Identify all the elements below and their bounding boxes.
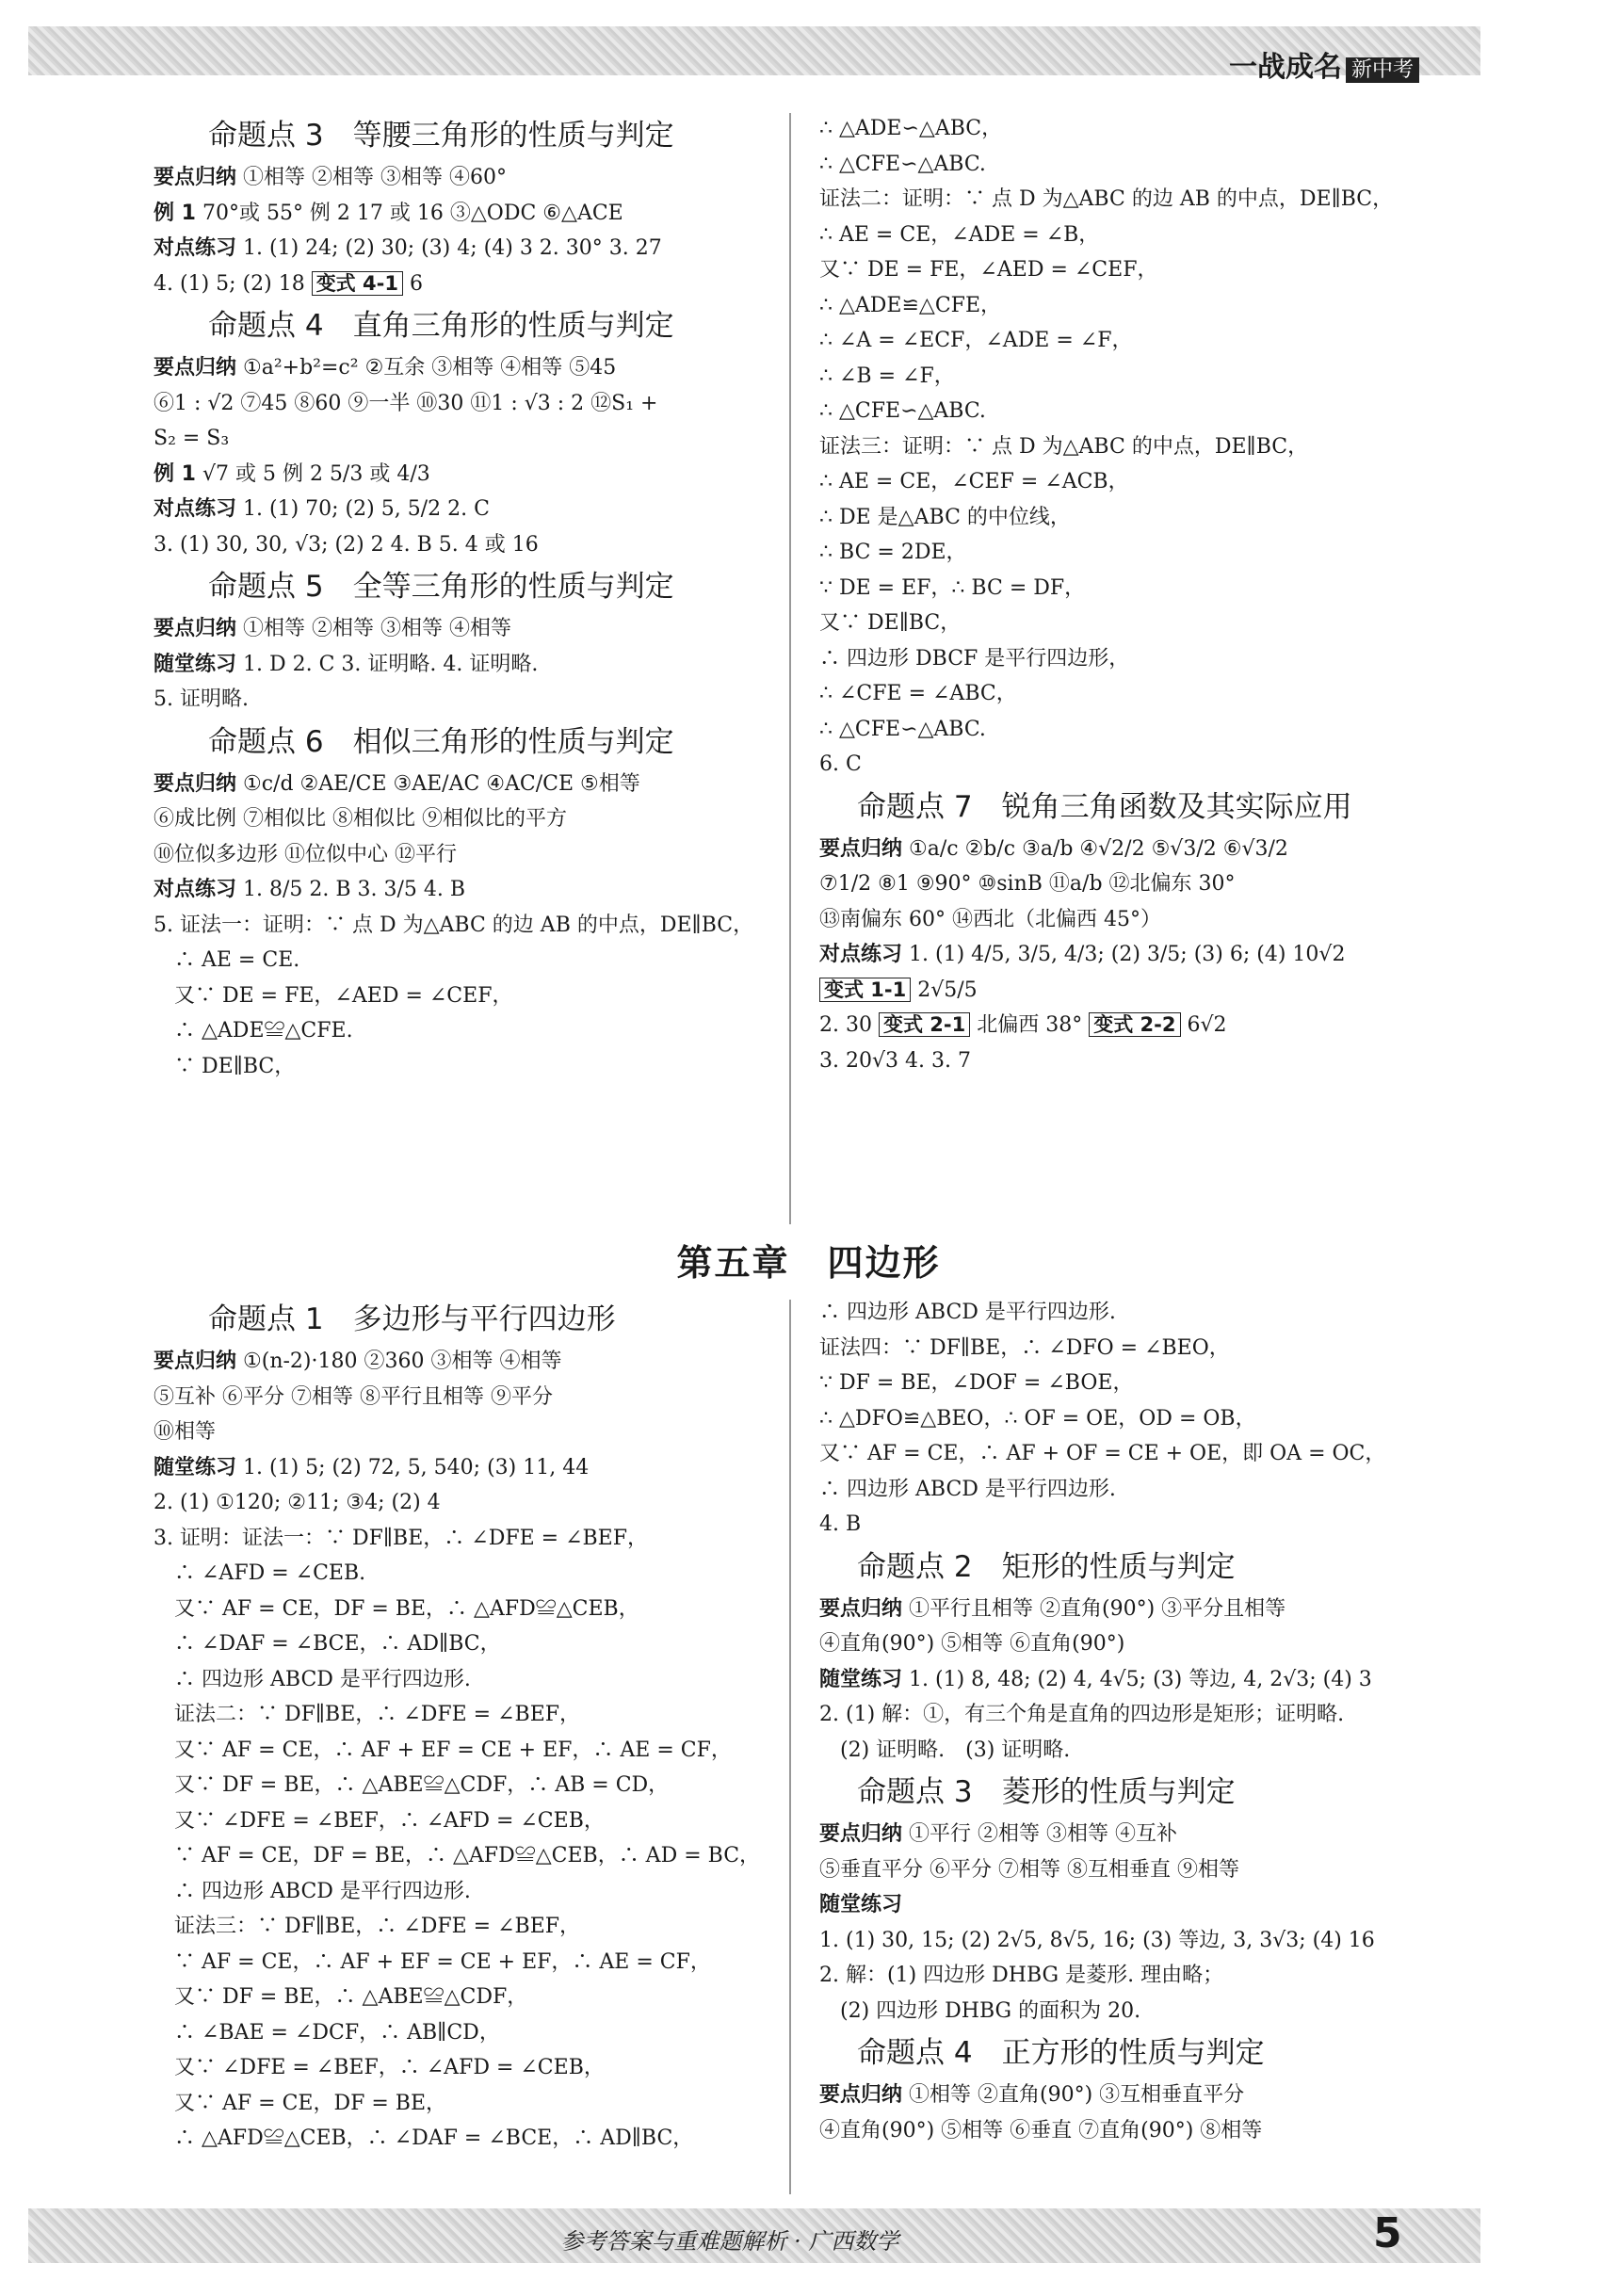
text: ∴ BC = 2DE， — [819, 541, 967, 564]
text: 6 — [402, 271, 423, 296]
variant-tag: 变式 1-1 — [819, 978, 911, 1002]
text: 证法四：∵ DF∥BE，∴ ∠DFO = ∠BEO， — [819, 1335, 1230, 1360]
answer-line — [154, 231, 775, 267]
label: 要点归纳 — [154, 617, 237, 640]
footer-text: 参考答案与重难题解析 · 广西数学 — [560, 2228, 899, 2255]
text: ④直角(90°) ⑤相等 ⑥垂直 ⑦直角(90°) ⑧相等 — [819, 2118, 1263, 2142]
page-number: 5 — [1373, 2209, 1402, 2257]
answer-line — [154, 1450, 775, 1486]
text: 1. (1) 4/5, 3/5, 4/3; (2) 3/5; (3) 6; (4) 10√2 — [902, 943, 1346, 966]
answer-line — [819, 2078, 1497, 2113]
answer-line — [819, 973, 1497, 1009]
answer-line — [819, 747, 1497, 783]
text: 1. (1) 5; (2) 72, 5, 540; (3) 11, 44 — [236, 1455, 590, 1479]
answer-line — [819, 1697, 1497, 1733]
answer-line — [819, 1626, 1497, 1662]
answer-line — [819, 866, 1497, 902]
section-heading: 命题点 4 正方形的性质与判定 — [857, 2036, 1265, 2070]
answer-line — [154, 160, 775, 196]
answer-line — [154, 492, 775, 527]
text: 1. (1) 24; (2) 30; (3) 4; (4) 3 2. 30° 3. 27 — [236, 236, 662, 260]
label: 对点练习 — [154, 878, 237, 901]
text: ∴ AE = CE. — [154, 948, 300, 972]
text: ①(n-2)·180 ②360 ③相等 ④相等 — [236, 1350, 562, 1373]
text: ⑩相等 — [154, 1420, 217, 1444]
text: ∴ 四边形 ABCD 是平行四边形. — [154, 1879, 471, 1903]
text: S₂ = S₃ — [154, 427, 230, 450]
answer-line — [819, 1472, 1497, 1508]
text: 2√5/5 — [911, 978, 978, 1002]
answer-line — [154, 1768, 775, 1803]
label: 要点归纳 — [819, 2083, 903, 2107]
answer-line — [819, 641, 1497, 677]
answer-line — [154, 1485, 775, 1521]
text: ∴ △ADE∽△ABC， — [819, 117, 1003, 140]
label: 要点归纳 — [154, 771, 237, 796]
answer-line — [819, 1662, 1497, 1698]
answer-line — [154, 908, 775, 944]
text: ∵ DE = EF，∴ BC = DF， — [819, 575, 1086, 600]
text: 6√2 — [1180, 1013, 1227, 1037]
text: ∴ ∠AFD = ∠CEB. — [154, 1561, 366, 1585]
text: ∴ △ADE≌△CFE， — [819, 293, 1002, 317]
text: ∴ ∠A = ∠ECF，∠ADE = ∠F， — [819, 329, 1133, 352]
answer-line — [819, 394, 1497, 429]
answer-line — [154, 801, 775, 837]
section-heading: 命题点 1 多边形与平行四边形 — [208, 1302, 616, 1336]
text: ⑥成比例 ⑦相似比 ⑧相似比 ⑨相似比的平方 — [154, 807, 567, 831]
answer-line — [154, 1980, 775, 2015]
section-heading: 命题点 2 矩形的性质与判定 — [857, 1549, 1236, 1584]
text: ①平行 ②相等 ③相等 ④互补 — [902, 1822, 1177, 1846]
text: ∴ 四边形 ABCD 是平行四边形. — [154, 1667, 471, 1691]
answer-line — [819, 288, 1497, 324]
label: 随堂练习 — [154, 652, 237, 676]
answer-line — [154, 1049, 775, 1085]
text: 北偏西 38° — [970, 1013, 1090, 1037]
answer-line — [154, 1838, 775, 1874]
text: ∴ 四边形 DBCF 是平行四边形， — [819, 646, 1130, 671]
section-heading: 命题点 7 锐角三角函数及其实际应用 — [857, 789, 1352, 824]
answer-line — [819, 1401, 1497, 1437]
section-heading: 命题点 3 等腰三角形的性质与判定 — [208, 119, 674, 153]
answer-line — [154, 196, 775, 232]
section-heading: 命题点 3 菱形的性质与判定 — [857, 1775, 1236, 1809]
answer-line — [819, 712, 1497, 748]
text: 证法三：∵ DF∥BE，∴ ∠DFE = ∠BEF， — [154, 1915, 581, 1938]
answer-line — [819, 832, 1497, 867]
text: 又∵ DE = FE，∠AED = ∠CEF， — [154, 983, 513, 1008]
text: 3. 证明：证法一：∵ DF∥BE，∴ ∠DFE = ∠BEF， — [154, 1526, 649, 1550]
answer-line — [819, 1923, 1497, 1959]
answer-line — [154, 1521, 775, 1557]
variant-tag: 变式 2-2 — [1089, 1012, 1180, 1037]
text: ∴ ∠DAF = ∠BCE，∴ AD∥BC， — [154, 1632, 501, 1656]
top-right-column — [819, 111, 1497, 1078]
answer-line — [819, 1592, 1497, 1627]
answer-line — [154, 1733, 775, 1769]
text: 3. 20√3 4. 3. 7 — [819, 1048, 971, 1073]
answer-line — [819, 1295, 1497, 1331]
answer-line — [819, 464, 1497, 500]
text: ⑬南偏东 60° ⑭西北（北偏西 45°） — [819, 907, 1161, 931]
answer-line — [819, 147, 1497, 183]
text: ∵ DF = BE，∠DOF = ∠BOE， — [819, 1371, 1134, 1395]
label: 要点归纳 — [819, 1822, 903, 1846]
answer-line — [819, 1043, 1497, 1079]
text: ⑤互补 ⑥平分 ⑦相等 ⑧平行且相等 ⑨平分 — [154, 1384, 553, 1409]
text: ∴ 四边形 ABCD 是平行四边形. — [819, 1477, 1116, 1501]
text: ⑤垂直平分 ⑥平分 ⑦相等 ⑧互相垂直 ⑨相等 — [819, 1857, 1239, 1882]
answer-line — [819, 1436, 1497, 1472]
text: ∴ ∠CFE = ∠ABC， — [819, 682, 1017, 705]
answer-line — [154, 1945, 775, 1981]
answer-line — [819, 500, 1497, 536]
text: ∴ △ADE≌△CFE. — [154, 1019, 353, 1043]
answer-line — [154, 1344, 775, 1380]
answer-line — [154, 978, 775, 1014]
answer-line — [819, 1008, 1497, 1043]
section-heading: 命题点 4 直角三角形的性质与判定 — [208, 309, 674, 343]
label: 要点归纳 — [154, 356, 237, 380]
answer-line — [819, 1733, 1497, 1769]
text: 又∵ AF = CE，DF = BE，∴ △AFD≌△CEB， — [154, 1596, 639, 1621]
answer-line — [819, 1994, 1497, 2029]
answer-line — [154, 1013, 775, 1049]
text: ①a/c ②b/c ③a/b ④√2/2 ⑤√3/2 ⑥√3/2 — [902, 836, 1288, 861]
label: 要点归纳 — [154, 166, 237, 189]
answer-line — [154, 682, 775, 718]
answer-line — [819, 937, 1497, 973]
text: ∴ AE = CE，∠ADE = ∠B， — [819, 222, 1100, 247]
answer-line — [154, 457, 775, 493]
answer-line — [819, 571, 1497, 606]
text: ⑥1 : √2 ⑦45 ⑧60 ⑨一半 ⑩30 ⑪1 : √3 : 2 ⑫S₁ + — [154, 391, 658, 415]
text: ⑩位似多边形 ⑪位似中心 ⑫平行 — [154, 842, 457, 866]
answer-line — [154, 527, 775, 563]
text: 4. (1) 5; (2) 18 — [154, 271, 312, 296]
answer-line — [154, 1592, 775, 1627]
answer-line — [819, 606, 1497, 641]
answer-line — [154, 872, 775, 908]
text: 证法三：证明：∵ 点 D 为△ABC 的中点，DE∥BC， — [819, 434, 1309, 459]
text: 1. (1) 30, 15; (2) 2√5, 8√5, 16; (3) 等边, 3, 3√3; (4) 16 — [819, 1928, 1375, 1952]
label: 对点练习 — [819, 943, 903, 966]
answer-line — [154, 943, 775, 978]
text: 又∵ DE∥BC， — [819, 611, 962, 635]
text: 5. 证法一：证明：∵ 点 D 为△ABC 的边 AB 的中点，DE∥BC， — [154, 913, 754, 937]
bottom-left-column — [154, 1295, 775, 2157]
answer-line — [819, 1852, 1497, 1888]
answer-line — [819, 1507, 1497, 1543]
answer-line — [154, 611, 775, 647]
text: ①a²+b²=c² ②互余 ③相等 ④相等 ⑤45 — [236, 356, 617, 380]
brand-logo — [1229, 43, 1419, 85]
text: 又∵ DF = BE，∴ △ABE≌△CDF，∴ AB = CD， — [154, 1773, 670, 1797]
answer-line — [154, 2050, 775, 2086]
answer-line — [154, 386, 775, 422]
bottom-right-column — [819, 1295, 1497, 2148]
text: 70°或 55° 例 2 17 或 16 ③△ODC ⑥△ACE — [195, 201, 623, 225]
variant-tag: 变式 4-1 — [312, 271, 403, 296]
text: 5. 证明略. — [154, 687, 249, 711]
answer-line — [819, 535, 1497, 571]
text: 又∵ AF = CE，∴ AF + EF = CE + EF，∴ AE = CF， — [154, 1738, 732, 1762]
answer-line — [154, 1662, 775, 1698]
label: 随堂练习 — [819, 1893, 903, 1916]
text: ∴ △AFD≌△CEB，∴ ∠DAF = ∠BCE，∴ AD∥BC， — [154, 2126, 694, 2150]
label: 随堂练习 — [154, 1455, 237, 1479]
text: 6. C — [819, 752, 862, 776]
text: 2. (1) ①120; ②11; ③4; (2) 4 — [154, 1491, 441, 1514]
text: 证法二：∵ DF∥BE，∴ ∠DFE = ∠BEF， — [154, 1703, 581, 1726]
text: ∴ △DFO≌△BEO，∴ OF = OE，OD = OB， — [819, 1406, 1256, 1431]
text: ①平行且相等 ②直角(90°) ③平分且相等 — [902, 1596, 1286, 1621]
section-heading: 命题点 5 全等三角形的性质与判定 — [208, 570, 674, 604]
answer-line — [819, 676, 1497, 712]
answer-line — [819, 323, 1497, 359]
text: 2. 解：(1) 四边形 DHBG 是菱形. 理由略； — [819, 1964, 1224, 1987]
text: 2. 30 — [819, 1013, 879, 1037]
text: ∴ ∠B = ∠F， — [819, 364, 955, 388]
text: ①相等 ②相等 ③相等 ④相等 — [236, 617, 511, 640]
answer-line — [154, 767, 775, 802]
answer-line — [819, 2113, 1497, 2149]
answer-line — [819, 1331, 1497, 1366]
text: 2. (1) 解：①，有三个角是直角的四边形是矩形；证明略. — [819, 1703, 1345, 1726]
answer-line — [819, 1366, 1497, 1401]
text: ∵ AF = CE，∴ AF + EF = CE + EF，∴ AE = CF， — [154, 1949, 711, 1974]
text: 1. (1) 70; (2) 5, 5/2 2. C — [236, 497, 490, 521]
answer-line — [819, 429, 1497, 465]
answer-line — [154, 2086, 775, 2122]
brand-name: 一战成名 — [1229, 51, 1342, 84]
answer-line — [154, 1803, 775, 1839]
answer-line — [154, 1874, 775, 1910]
answer-line — [154, 1626, 775, 1662]
answer-line — [819, 1887, 1497, 1923]
answer-line — [154, 1380, 775, 1415]
label: 要点归纳 — [819, 1596, 903, 1621]
text: (2) 四边形 DHBG 的面积为 20. — [819, 1998, 1141, 2023]
answer-line — [819, 252, 1497, 288]
answer-line — [819, 218, 1497, 253]
answer-line — [154, 837, 775, 873]
answer-line — [819, 359, 1497, 395]
answer-line — [819, 902, 1497, 938]
chapter-title: 第五章 四边形 — [676, 1242, 941, 1284]
answer-line — [154, 350, 775, 386]
text: ④直角(90°) ⑤相等 ⑥直角(90°) — [819, 1632, 1125, 1656]
label: 对点练习 — [154, 236, 237, 260]
answer-line — [154, 647, 775, 683]
label: 例 1 — [154, 461, 196, 486]
label: 对点练习 — [154, 497, 237, 521]
label: 要点归纳 — [819, 836, 903, 861]
text: 又∵ DE = FE，∠AED = ∠CEF， — [819, 258, 1158, 282]
text: 又∵ ∠DFE = ∠BEF，∴ ∠AFD = ∠CEB， — [154, 2056, 605, 2079]
text: 3. (1) 30, 30, √3; (2) 2 4. B 5. 4 或 16 — [154, 532, 539, 557]
text: ∵ DE∥BC， — [154, 1054, 296, 1078]
answer-line — [154, 1556, 775, 1592]
text: 1. D 2. C 3. 证明略. 4. 证明略. — [236, 652, 539, 676]
answer-line — [819, 182, 1497, 218]
brand-tag: 新中考 — [1346, 57, 1419, 83]
answer-line — [819, 1958, 1497, 1994]
column-divider-bottom — [789, 1300, 791, 2194]
text: ∴ △CFE∽△ABC. — [819, 399, 986, 423]
answer-line — [154, 2015, 775, 2051]
text: ∴ △CFE∽△ABC. — [819, 717, 986, 741]
text: 1. (1) 8, 48; (2) 4, 4√5; (3) 等边, 4, 2√3; (4) 3 — [902, 1667, 1372, 1691]
answer-line — [154, 2121, 775, 2157]
text: ∵ AF = CE，DF = BE，∴ △AFD≌△CEB，∴ AD = BC， — [154, 1844, 761, 1868]
text: ⑦1/2 ⑧1 ⑨90° ⑩sinB ⑪a/b ⑫北偏东 30° — [819, 872, 1236, 896]
label: 随堂练习 — [819, 1667, 903, 1691]
text: 又∵ AF = CE，DF = BE， — [154, 2091, 447, 2115]
text: ∴ △CFE∽△ABC. — [819, 152, 986, 176]
variant-tag: 变式 2-1 — [879, 1012, 970, 1037]
answer-line — [819, 1817, 1497, 1852]
text: ∴ 四边形 ABCD 是平行四边形. — [819, 1301, 1116, 1324]
text: 又∵ AF = CE，∴ AF + OF = CE + OE，即 OA = OC， — [819, 1442, 1386, 1465]
answer-line — [154, 1697, 775, 1733]
column-divider — [789, 113, 791, 1224]
section-heading: 命题点 6 相似三角形的性质与判定 — [208, 724, 674, 759]
top-left-column — [154, 111, 775, 1084]
text: ①相等 ②相等 ③相等 ④60° — [236, 166, 507, 189]
text: 1. 8/5 2. B 3. 3/5 4. B — [236, 878, 466, 901]
text: ∴ DE 是△ABC 的中位线， — [819, 505, 1071, 529]
answer-line — [154, 1909, 775, 1945]
text: 4. B — [819, 1512, 862, 1536]
label: 例 1 — [154, 201, 196, 225]
text: (2) 证明略. (3) 证明略. — [819, 1738, 1071, 1762]
text: √7 或 5 例 2 5/3 或 4/3 — [195, 461, 430, 486]
text: ∴ AE = CE，∠CEF = ∠ACB， — [819, 470, 1129, 493]
text: ∴ ∠BAE = ∠DCF，∴ AB∥CD， — [154, 2020, 500, 2045]
text: 又∵ ∠DFE = ∠BEF，∴ ∠AFD = ∠CEB， — [154, 1808, 605, 1833]
label: 要点归纳 — [154, 1350, 237, 1373]
answer-line — [154, 1415, 775, 1450]
text: ①c/d ②AE/CE ③AE/AC ④AC/CE ⑤相等 — [236, 771, 640, 796]
answer-line — [154, 267, 775, 302]
text: 证法二：证明：∵ 点 D 为△ABC 的边 AB 的中点，DE∥BC， — [819, 187, 1394, 211]
text: ①相等 ②直角(90°) ③互相垂直平分 — [902, 2083, 1245, 2107]
answer-line — [819, 111, 1497, 147]
answer-line — [154, 421, 775, 457]
text: 又∵ DF = BE，∴ △ABE≌△CDF， — [154, 1985, 528, 2009]
